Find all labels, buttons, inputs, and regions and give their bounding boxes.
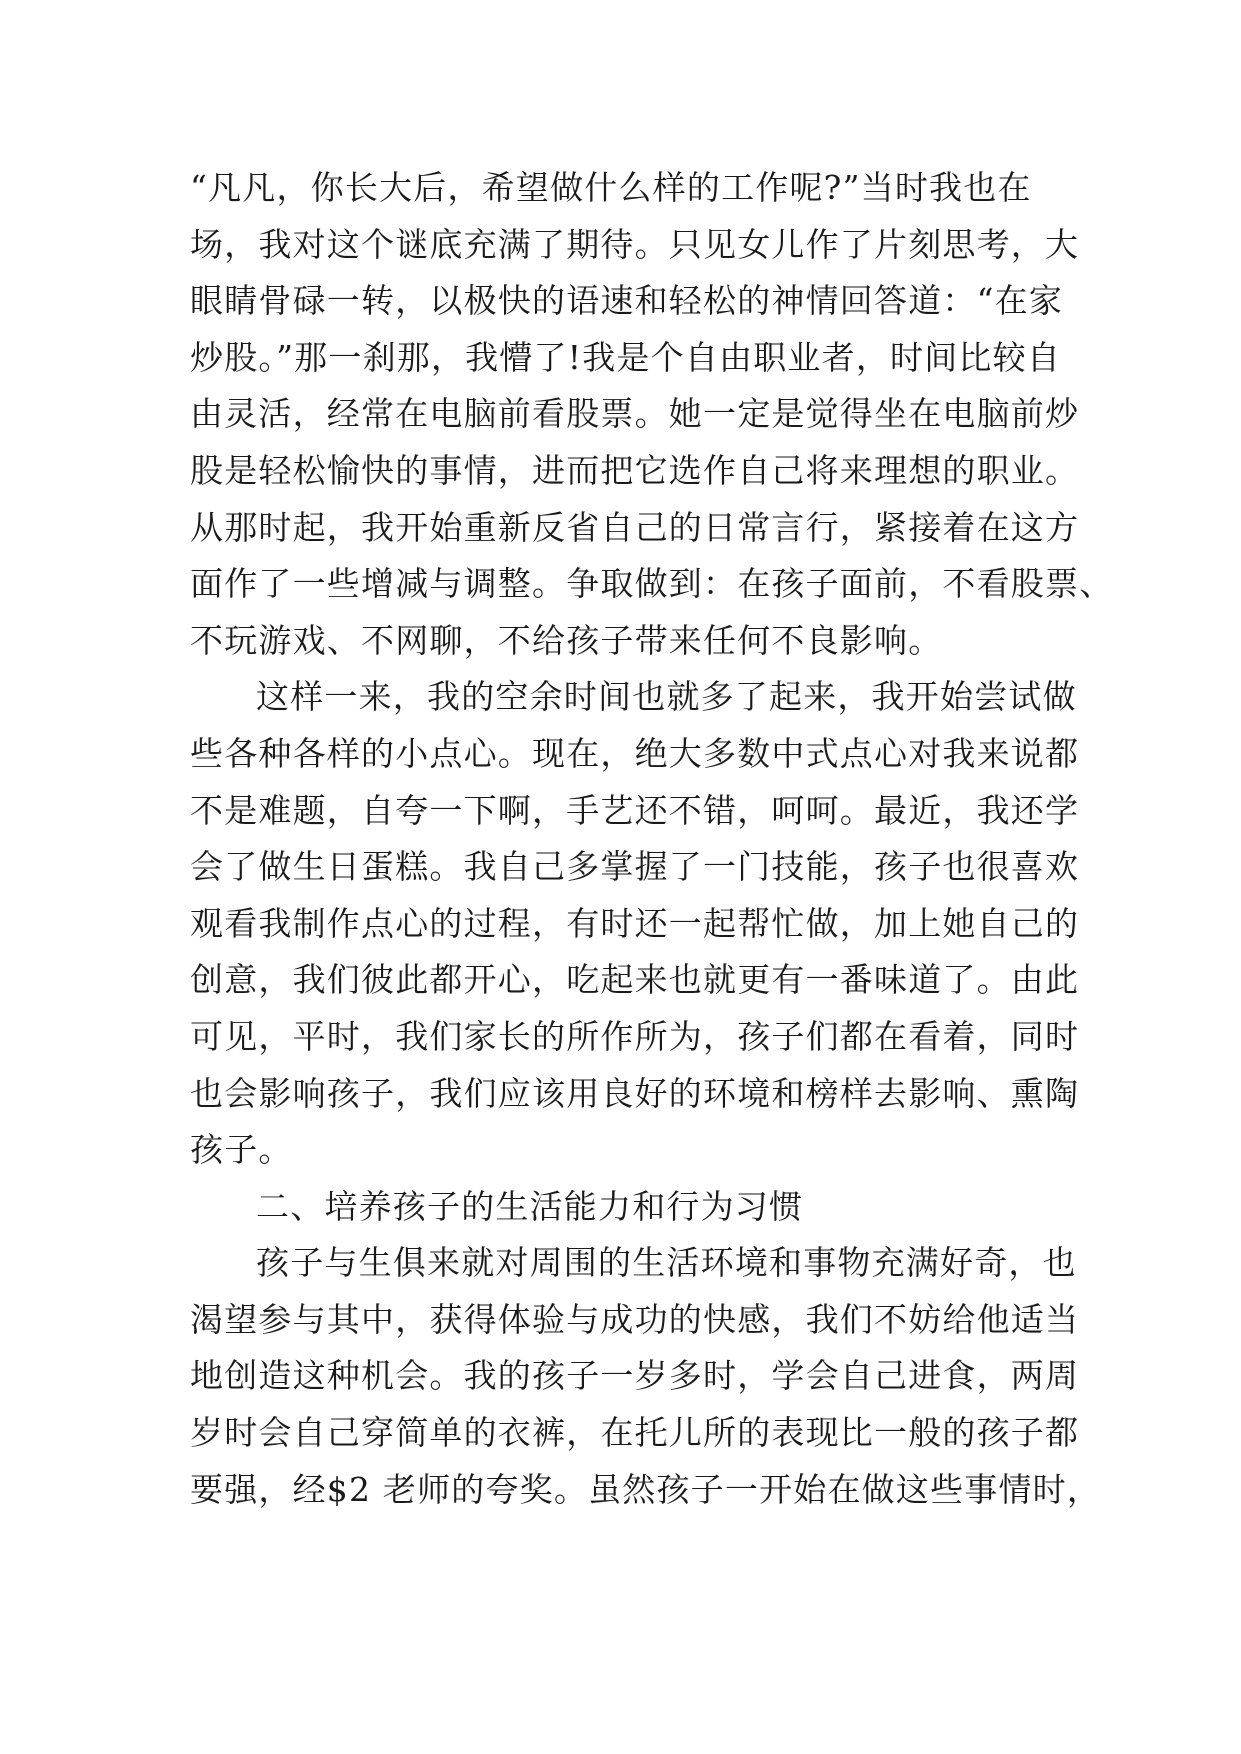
text-line-7: 从那时起，我开始重新反省自己的日常言行，紧接着在这方: [190, 507, 1080, 547]
text-line-12: 不是难题，自夸一下啊，手艺还不错，呵呵。最近，我还学: [190, 790, 1080, 830]
section-heading: 二、培养孩子的生活能力和行为习惯: [256, 1186, 804, 1226]
text-line-2: 场，我对这个谜底充满了期待。只见女儿作了片刻思考，大: [190, 224, 1080, 264]
text-line-13: 会了做生日蛋糕。我自己多掌握了一门技能，孩子也很喜欢: [190, 847, 1080, 887]
text-line-21: 渴望参与其中，获得体验与成功的快感，我们不妨给他适当: [190, 1299, 1080, 1339]
text-line-5: 由灵活，经常在电脑前看股票。她一定是觉得坐在电脑前炒: [190, 394, 1080, 434]
text-line-18: 孩子。: [190, 1130, 293, 1170]
text-line-1: “凡凡，你长大后，希望做什么样的工作呢?”当时我也在: [190, 168, 1032, 207]
document-body: [190, 160, 1114, 1518]
text-line-4: 炒股。”那一刹那，我懵了!我是个自由职业者，时间比较自: [190, 337, 1062, 377]
text-line-14: 观看我制作点心的过程，有时还一起帮忙做，加上她自己的: [190, 903, 1080, 943]
text-line-9: 不玩游戏、不网聊，不给孩子带来任何不良影响。: [190, 620, 943, 660]
text-line-11: 些各种各样的小点心。现在，绝大多数中式点心对我来说都: [190, 733, 1080, 773]
text-line-24: 要强，经$2 老师的夸奖。虽然孩子一开始在做这些事情时，: [190, 1469, 1102, 1509]
text-line-10: 这样一来，我的空余时间也就多了起来，我开始尝试做: [256, 677, 1077, 717]
text-line-22: 地创造这种机会。我的孩子一岁多时，学会自己进食，两周: [190, 1356, 1080, 1396]
text-line-8: 面作了一些增减与调整。争取做到：在孩子面前，不看股票、: [190, 564, 1114, 604]
text-line-15: 创意，我们彼此都开心，吃起来也就更有一番味道了。由此: [190, 960, 1080, 1000]
text-line-3: 眼睛骨碌一转，以极快的语速和轻松的神情回答道：“在家: [190, 281, 1064, 321]
text-line-17: 也会影响孩子，我们应该用良好的环境和榜样去影响、熏陶: [190, 1073, 1080, 1113]
text-line-23: 岁时会自己穿简单的衣裤，在托儿所的表现比一般的孩子都: [190, 1413, 1080, 1453]
text-line-20: 孩子与生俱来就对周围的生活环境和事物充满好奇，也: [256, 1243, 1077, 1283]
text-line-16: 可见，平时，我们家长的所作所为，孩子们都在看着，同时: [190, 1016, 1080, 1056]
text-line-6: 股是轻松愉快的事情，进而把它选作自己将来理想的职业。: [190, 450, 1080, 490]
